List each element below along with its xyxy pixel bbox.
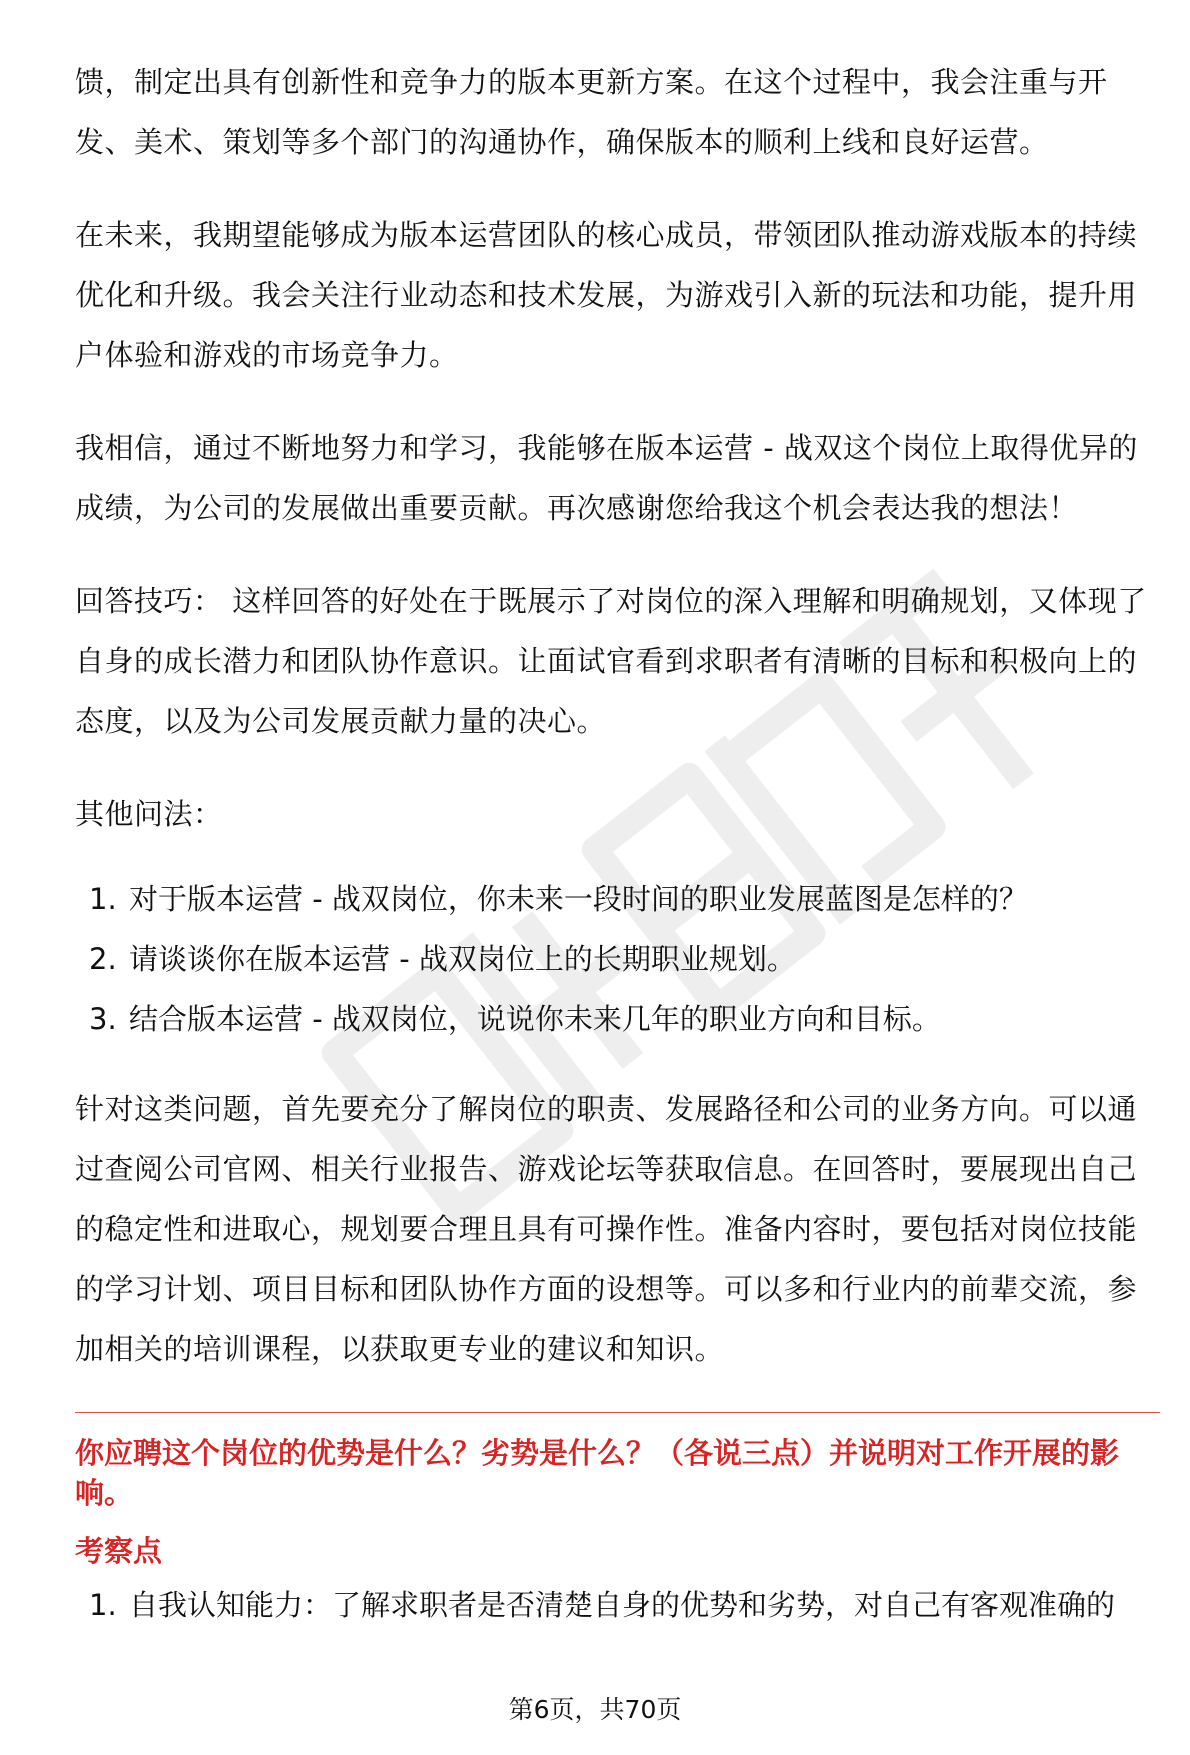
paragraph-belief: 我相信，通过不断地努力和学习，我能够在版本运营 - 战双这个岗位上取得优异的成绩，为公司的发展做出重要贡献。再次感谢您给我这个机会表达我的想法！ <box>75 431 1138 525</box>
paragraph-advice: 针对这类问题，首先要充分了解岗位的职责、发展路径和公司的业务方向。可以通过查阅公司官网、相关行业报告、游戏论坛等获取信息。在回答时，要展现出自己的稳定性和进取心，规划要合理且具有可操作性。准备内容时，要包括对岗位技能的学习计划、项目目标和团队协作方面的设想等。可以多和行业内的前辈交流，参加相关的培训课程，以获取更专业的建议和知识。 <box>75 1092 1138 1366</box>
list-text: 自我认知能力：了解求职者是否清楚自身的优势和劣势，对自己有客观准确的 <box>129 1588 1116 1622</box>
section-divider <box>75 1412 1160 1413</box>
paragraph-future: 在未来，我期望能够成为版本运营团队的核心成员，带领团队推动游戏版本的持续优化和升级。我会关注行业动态和技术发展，为游戏引入新的玩法和功能，提升用户体验和游戏的市场竞争力。 <box>75 218 1138 372</box>
page-footer: 第6页，共70页 <box>508 1695 682 1724</box>
list-number: 1. <box>89 882 117 916</box>
list-text: 对于版本运营 - 战双岗位，你未来一段时间的职业发展蓝图是怎样的？ <box>129 882 1028 916</box>
paragraph-answer-tips: 回答技巧： 这样回答的好处在于既展示了对岗位的深入理解和明确规划，又体现了自身的成长潜力和团队协作意识。让面试官看到求职者有清晰的目标和积极向上的态度，以及为公司发展贡献力量的决心。 <box>75 584 1147 738</box>
section-label: 考察点 <box>75 1534 163 1568</box>
list-item <box>75 989 1160 1049</box>
paragraph-feedback: 馈，制定出具有创新性和竞争力的版本更新方案。在这个过程中，我会注重与开发、美术、策划等多个部门的沟通协作，确保版本的顺利上线和良好运营。 <box>75 65 1108 159</box>
list-item <box>75 869 1160 929</box>
list-number: 1. <box>89 1588 117 1622</box>
list-item <box>75 929 1160 989</box>
other-questions-heading: 其他问法： <box>75 797 223 831</box>
next-question-title: 你应聘这个岗位的优势是什么？劣势是什么？（各说三点）并说明对工作开展的影响。 <box>75 1436 1120 1510</box>
other-questions-list <box>75 869 1160 1049</box>
list-text: 请谈谈你在版本运营 - 战双岗位上的长期职业规划。 <box>129 942 796 976</box>
list-text: 结合版本运营 - 战双岗位，说说你未来几年的职业方向和目标。 <box>129 1002 941 1036</box>
list-item <box>75 1575 1160 1635</box>
list-number: 2. <box>89 942 117 976</box>
points-list <box>75 1575 1160 1635</box>
list-number: 3. <box>89 1002 117 1036</box>
document-page <box>75 52 1160 1665</box>
